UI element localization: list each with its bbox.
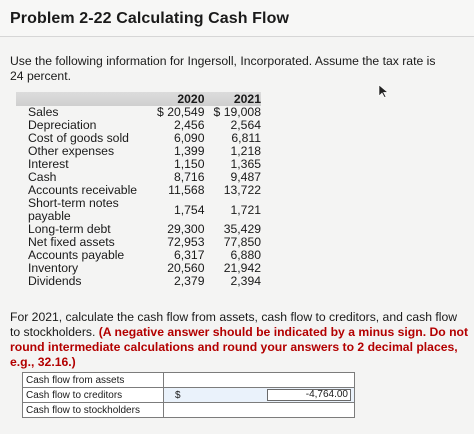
header-blank [16,92,154,106]
answer-currency [164,388,263,403]
answer-cell-stockholders[interactable] [262,403,355,418]
row-label: Accounts payable [28,248,125,262]
value-2021: 13,722 [223,183,261,197]
value-2021: 1,721 [230,202,261,217]
value-2021: 35,429 [223,222,261,236]
value-2020: 8,716 [173,170,205,184]
answer-row-creditors [23,388,355,403]
question-prompt: For 2021, calculate the cash flow from assets, cash flow to creditors, and cash flow to stockholders. [10,310,458,339]
header-year-2020: 2020 [154,92,205,106]
header-year-2021: 2021 [204,92,261,106]
title-bar [0,0,474,37]
value-2020: 6,317 [173,248,205,262]
answer-label: Cash flow to stockholders [23,403,164,418]
value-2020: 72,953 [167,235,205,249]
value-2021: $ 19,008 [213,105,261,119]
row-label: Long-term debt [28,222,111,236]
value-2021: 2,394 [230,274,261,288]
answer-row-stockholders [23,403,355,418]
question-instruction: (A negative answer should be indicated by a minus sign. Do not round intermediate calculations and round your answers to 2 decimal places, e.g., 32.16.) [10,325,469,369]
intro-text: Use the following information for Ingersoll, Incorporated. Assume the tax rate is 24 percent. [10,54,436,83]
row-label: Dividends [28,274,82,288]
answer-table [22,372,355,418]
value-2021: 77,850 [223,235,261,249]
row-label: Accounts receivable [28,183,138,197]
cash-flow-to-creditors-input[interactable]: -4,764.00 [267,389,351,401]
row-label: Net fixed assets [28,235,115,249]
table-header-row [16,92,261,106]
row-label: Inventory [28,261,79,275]
value-2020: 2,379 [173,274,205,288]
value-2020: 1,399 [173,144,205,158]
value-2020: 1,150 [173,157,205,171]
page-title: Problem 2-22 Calculating Cash Flow [10,10,290,27]
table-row [16,197,261,223]
answer-label: Cash flow from assets [23,373,164,388]
value-2021: 1,365 [230,157,261,171]
value-2021: 1,218 [230,144,261,158]
answer-cell-creditors [262,388,355,403]
value-2021: 6,811 [231,131,261,145]
currency-symbol: $ [175,389,181,401]
table-row [16,275,261,288]
row-label: Cost of goods sold [28,131,129,145]
value-2021: 2,564 [230,118,261,132]
value-2020: 2,456 [173,118,205,132]
financial-data-table [16,92,261,288]
answer-row-assets [23,373,355,388]
value-2020: 1,754 [173,202,205,217]
value-2020: 20,560 [167,261,205,275]
answer-currency [164,403,263,418]
value-2021: 21,942 [223,261,261,275]
value-2021: 9,487 [230,170,261,184]
value-2020: $ 20,549 [157,105,205,119]
mouse-cursor-icon [378,84,390,98]
row-label: Other expenses [28,144,115,158]
row-label: Cash [28,170,57,184]
row-label: Interest [28,157,69,171]
question-text [10,310,470,370]
value-2021: 6,880 [230,248,261,262]
answer-cell-assets[interactable] [262,373,355,388]
answer-currency [164,373,263,388]
value-2020: 11,568 [168,183,205,197]
answer-label: Cash flow to creditors [23,388,164,403]
row-label: Short-term notes payable [28,196,119,223]
value-2020: 6,090 [173,131,205,145]
row-label: Depreciation [28,118,97,132]
value-2020: 29,300 [167,222,205,236]
row-label: Sales [28,105,59,119]
